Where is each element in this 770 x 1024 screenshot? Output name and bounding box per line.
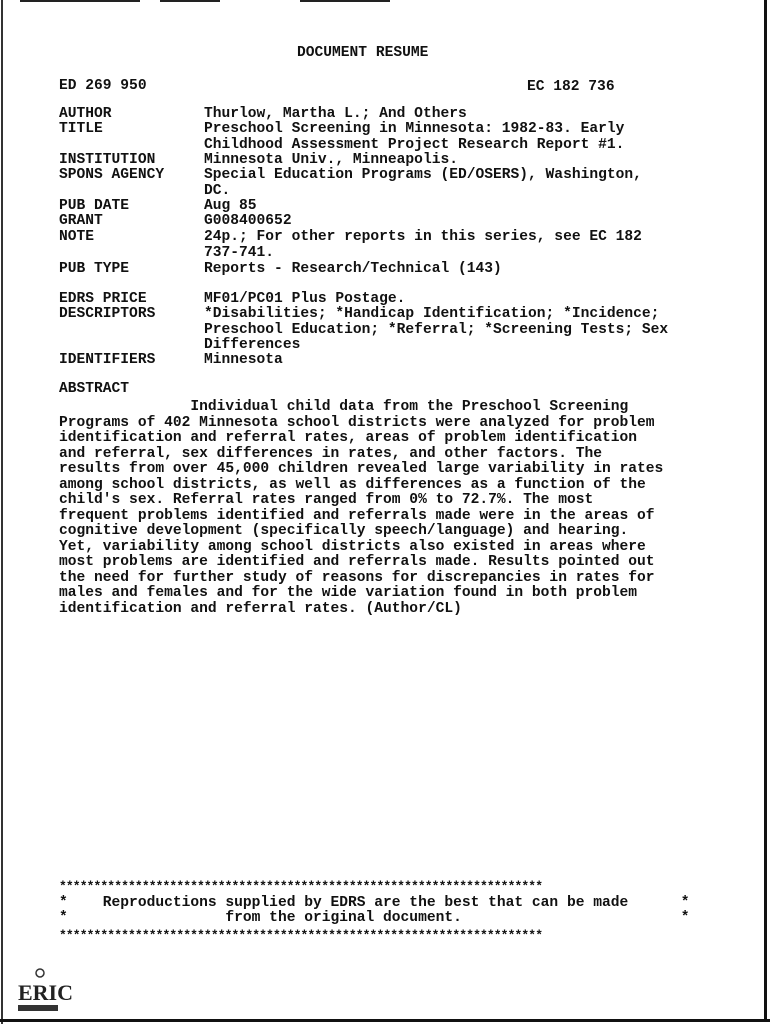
field-label: TITLE [59, 121, 103, 137]
abstract-line: child's sex. Referral rates ranged from 0% to 72.7%. The most [59, 492, 594, 508]
field-value-line: 737-741. [204, 244, 275, 261]
field-value-line: Minnesota Univ., Minneapolis. [204, 152, 458, 168]
abstract-line: and referral, sex differences in rates, and other factors. The [59, 445, 602, 462]
stars-top: ********************************************************************** [59, 879, 543, 894]
field-label: GRANT [59, 213, 103, 229]
document-title: DOCUMENT RESUME [297, 45, 429, 61]
page-edge-left [1, 0, 3, 1024]
abstract-line: identification and referral rates. (Author/CL) [59, 600, 462, 617]
page-edge-bottom [0, 1019, 770, 1022]
abstract-label: ABSTRACT [59, 381, 130, 397]
eric-logo [14, 966, 74, 1016]
field-value-line: Preschool Screening in Minnesota: 1982-83. Early [204, 121, 625, 137]
field-value-line: Childhood Assessment Project Research Report #1. [204, 136, 625, 153]
abstract-line: identification and referral rates, areas of problem identification [59, 430, 638, 446]
scan-artifact [20, 0, 140, 2]
abstract-line: Programs of 402 Minnesota school districts were analyzed for problem [59, 414, 655, 431]
field-label: EDRS PRICE [59, 291, 147, 307]
field-value-line: DC. [204, 182, 231, 199]
field-value-line: *Disabilities; *Handicap Identification; *Incidence; [204, 306, 660, 322]
svg-text:ERIC: ERIC [18, 980, 74, 1005]
field-label: AUTHOR [59, 106, 112, 122]
abstract-line: males and females and for the wide variation found in both problem [59, 585, 638, 601]
field-label: SPONS AGENCY [59, 167, 165, 183]
abstract-line: the need for further study of reasons for discrepancies in rates for [59, 569, 655, 586]
abstract-line: results from over 45,000 children revealed large variability in rates [59, 461, 664, 477]
field-value [204, 168, 642, 199]
field-value-line: Minnesota [204, 352, 283, 368]
field-value-line: G008400652 [204, 213, 292, 229]
field-value-line: Preschool Education; *Referral; *Screening Tests; Sex [204, 321, 669, 338]
field-label: PUB TYPE [59, 261, 130, 277]
stars-bottom: ********************************************************************** [59, 928, 543, 943]
page-edge-right [764, 0, 767, 1022]
abstract-line: cognitive development (specifically speech/language) and hearing. [59, 523, 629, 539]
abstract-line: most problems are identified and referrals made. Results pointed out [59, 554, 655, 570]
abstract-line: among school districts, as well as differences as a function of the [59, 476, 646, 493]
field-value [204, 262, 502, 278]
scan-artifact [300, 0, 390, 2]
field-value [204, 230, 642, 261]
field-value [204, 122, 624, 153]
abstract-line: Yet, variability among school districts also existed in areas where [59, 538, 646, 555]
field-value-line: Thurlow, Martha L.; And Others [204, 106, 467, 122]
field-value [204, 353, 283, 369]
field-label: INSTITUTION [59, 152, 156, 168]
field-label: PUB DATE [59, 198, 130, 214]
field-label: NOTE [59, 229, 95, 245]
field-value [204, 214, 292, 230]
notice-line-2: * from the original document. * [59, 910, 690, 926]
abstract-line: frequent problems identified and referrals made were in the areas of [59, 507, 655, 524]
field-value-line: 24p.; For other reports in this series, see EC 182 [204, 229, 642, 245]
field-value-line: MF01/PC01 Plus Postage. [204, 291, 406, 307]
field-value-line: Differences [204, 337, 301, 353]
field-label: IDENTIFIERS [59, 352, 156, 368]
scan-artifact [160, 0, 220, 2]
notice-line-1: * Reproductions supplied by EDRS are the best that can be made * [59, 895, 690, 911]
field-value-line: Special Education Programs (ED/OSERS), Washington, [204, 167, 642, 183]
field-value-line: Aug 85 [204, 198, 257, 214]
abstract-text [59, 400, 663, 617]
field-label: DESCRIPTORS [59, 306, 156, 322]
field-value-line: Reports - Research/Technical (143) [204, 261, 502, 277]
ed-number: ED 269 950 [59, 78, 147, 94]
ec-number: EC 182 736 [527, 79, 615, 95]
abstract-line: Individual child data from the Preschool Screening [59, 399, 629, 415]
field-value [204, 307, 668, 354]
